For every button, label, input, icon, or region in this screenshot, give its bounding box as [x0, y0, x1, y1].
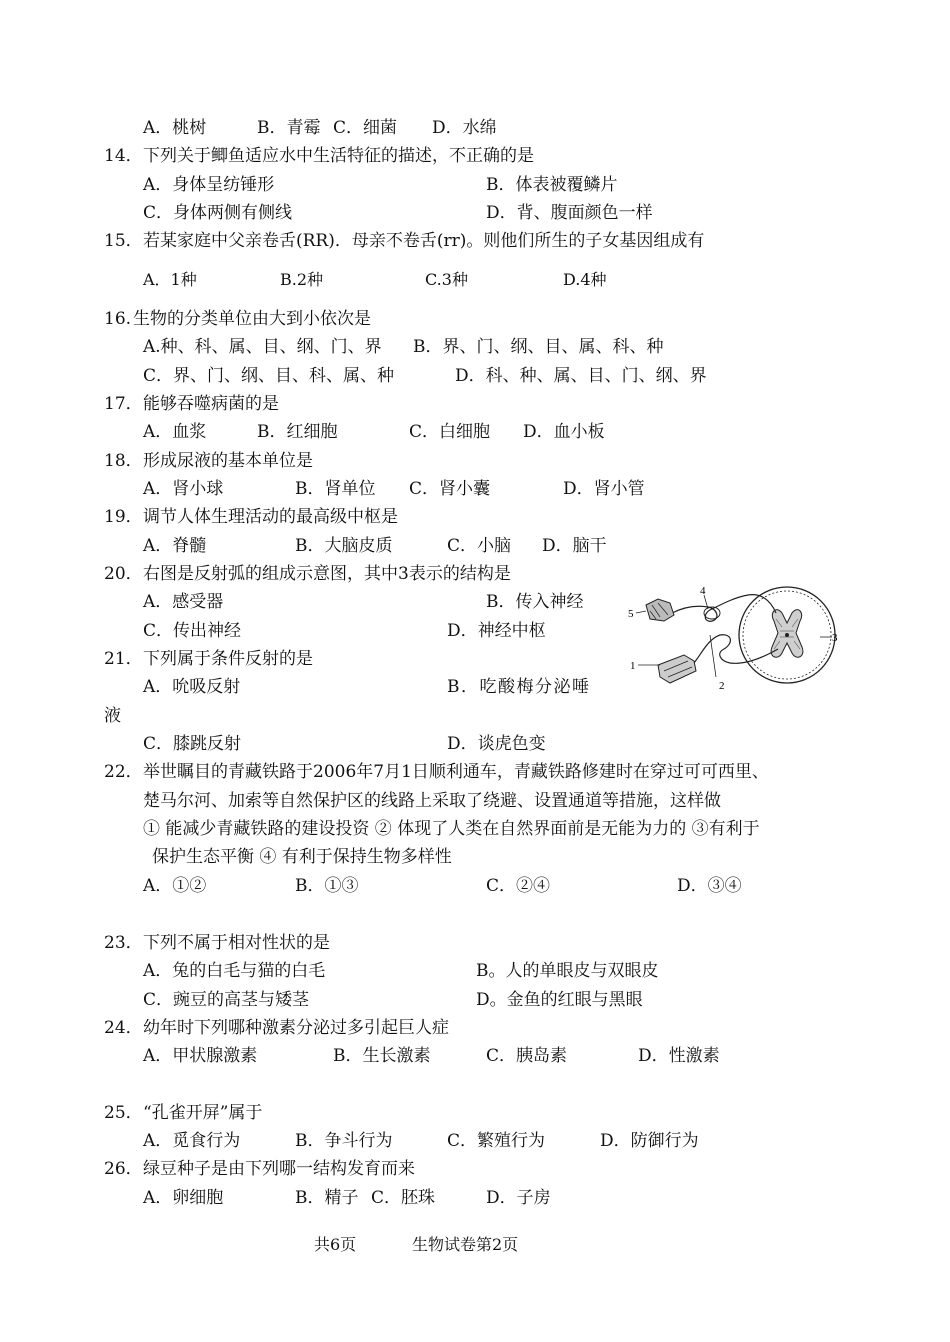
option-d: D.4种 [563, 270, 607, 289]
question-text: 调节人体生理活动的最高级中枢是 [143, 507, 398, 527]
option-a: A.种、科、属、目、纲、门、界 [143, 337, 382, 357]
option-a: A．肾小球 [143, 479, 224, 499]
option-b: B．肾单位 [295, 479, 376, 499]
option-d: D．肾小管 [563, 479, 645, 499]
option-a: A．血浆 [143, 422, 207, 442]
option-c: C．胚珠 [371, 1188, 436, 1208]
option-a: A．脊髓 [143, 536, 207, 556]
option-b: B．吃酸梅分泌唾 [447, 677, 591, 697]
option-c: C．白细胞 [409, 422, 491, 442]
option-c: C．膝跳反射 [143, 734, 242, 754]
question-number: 26． [104, 1159, 143, 1179]
option-c: C.3种 [425, 270, 468, 289]
option-a: A．吮吸反射 [143, 677, 241, 697]
diagram-label-1: 1 [630, 660, 636, 672]
question-text: 能够吞噬病菌的是 [143, 394, 279, 414]
option-d: D．血小板 [523, 422, 605, 442]
option-a: A．甲状腺激素 [143, 1046, 258, 1066]
option-b: B．大脑皮质 [295, 536, 393, 556]
option-a: A．1种 [143, 270, 197, 289]
option-d: D．防御行为 [600, 1131, 699, 1151]
option-b: B．①③ [295, 876, 359, 896]
option-b: B.2种 [280, 270, 324, 289]
question-number: 21． [104, 649, 143, 669]
footer-page-label: 生物试卷第2页 [412, 1235, 519, 1254]
option-c: C．小脑 [447, 536, 512, 556]
option-a: A．桃树 [143, 118, 207, 138]
option-b: B．青霉 [257, 118, 321, 138]
leader-line-5 [636, 611, 646, 613]
option-a: A．觅食行为 [143, 1131, 241, 1151]
afferent-nerve-fiber [672, 595, 776, 622]
question-text: 举世瞩目的青藏铁路于2006年7月1日顺利通车，青藏铁路修建时在穿过可可西里、 [143, 762, 769, 782]
question-text: 绿豆种子是由下列哪一结构发育而来 [143, 1159, 415, 1179]
option-b: B．传入神经 [486, 592, 584, 612]
question-text: 若某家庭中父亲卷舌(RR)．母亲不卷舌(rr)。则他们所生的子女基因组成有 [143, 231, 705, 251]
option-a: A．①② [143, 876, 207, 896]
option-b: B．红细胞 [257, 422, 338, 442]
option-c: C．胰岛素 [486, 1046, 568, 1066]
question-number: 22． [104, 762, 143, 782]
option-a: A．兔的白毛与猫的白毛 [143, 961, 326, 981]
diagram-label-3: 3 [832, 632, 838, 644]
question-text: 保护生态平衡 ④ 有利于保持生物多样性 [152, 847, 452, 867]
question-number: 23． [104, 933, 143, 953]
receptor-skin [646, 599, 674, 621]
question-number: 17． [104, 394, 143, 414]
option-c: C．肾小囊 [409, 479, 491, 499]
option-b-continuation: 液 [104, 706, 121, 726]
question-number: 19． [104, 507, 143, 527]
question-text: 下列属于条件反射的是 [143, 649, 313, 669]
question-text: “孔雀开屏”属于 [143, 1103, 263, 1123]
question-text: 形成尿液的基本单位是 [143, 451, 313, 471]
option-a: A．身体呈纺锤形 [143, 175, 275, 195]
option-c: C．细菌 [333, 118, 398, 138]
question-text: 下列关于鲫鱼适应水中生活特征的描述，不正确的是 [143, 146, 534, 166]
question-text: ① 能减少青藏铁路的建设投资 ② 体现了人类在自然界面前是无能为力的 ③有利于 [143, 819, 760, 839]
efferent-nerve-fiber [694, 635, 778, 664]
option-a: A．感受器 [143, 592, 224, 612]
question-text: 下列不属于相对性状的是 [143, 933, 330, 953]
effector-muscle [658, 655, 696, 683]
option-d: D。金鱼的红眼与黑眼 [476, 990, 643, 1010]
option-b: B。人的单眼皮与双眼皮 [476, 961, 659, 981]
option-b: B．精子 [295, 1188, 359, 1208]
question-text: 生物的分类单位由大到小依次是 [133, 309, 371, 329]
question-number: 24． [104, 1018, 143, 1038]
option-c: C．界、门、纲、目、科、属、种 [143, 366, 395, 386]
option-d: D．谈虎色变 [447, 734, 546, 754]
reflex-arc-diagram [624, 583, 844, 698]
question-number: 15． [104, 231, 143, 251]
question-number: 25． [104, 1103, 143, 1123]
option-c: C．传出神经 [143, 621, 242, 641]
question-number: 20． [104, 564, 143, 584]
option-c: C．繁殖行为 [447, 1131, 546, 1151]
option-b: B．界、门、纲、目、属、科、种 [413, 337, 664, 357]
option-b: B．争斗行为 [295, 1131, 393, 1151]
leader-line-2 [710, 635, 716, 677]
option-d: D．水绵 [432, 118, 497, 138]
option-c: C．豌豆的高茎与矮茎 [143, 990, 310, 1010]
question-text: 楚马尔河、加索等自然保护区的线路上采取了绕避、设置通道等措施，这样做 [143, 791, 721, 811]
option-d: D．性激素 [638, 1046, 720, 1066]
option-d: D．背、腹面颜色一样 [486, 203, 653, 223]
option-b: B．生长激素 [333, 1046, 431, 1066]
footer-total-pages: 共6页 [314, 1235, 357, 1254]
option-c: C．身体两侧有侧线 [143, 203, 293, 223]
question-text: 右图是反射弧的组成示意图，其中3表示的结构是 [143, 564, 511, 584]
central-canal [785, 633, 789, 637]
option-b: B．体表被覆鳞片 [486, 175, 618, 195]
question-text: 幼年时下列哪种激素分泌过多引起巨人症 [143, 1018, 449, 1038]
question-number: 16. [104, 309, 132, 329]
question-number: 14． [104, 146, 143, 166]
option-d: D．脑干 [542, 536, 607, 556]
diagram-label-4: 4 [700, 585, 706, 597]
diagram-label-2: 2 [719, 680, 725, 692]
diagram-label-5: 5 [628, 608, 634, 620]
option-d: D．神经中枢 [447, 621, 546, 641]
option-d: D．科、种、属、目、门、纲、界 [455, 366, 707, 386]
option-a: A．卵细胞 [143, 1188, 224, 1208]
question-number: 18． [104, 451, 143, 471]
option-c: C．②④ [486, 876, 551, 896]
option-d: D．子房 [486, 1188, 551, 1208]
option-d: D．③④ [677, 876, 742, 896]
